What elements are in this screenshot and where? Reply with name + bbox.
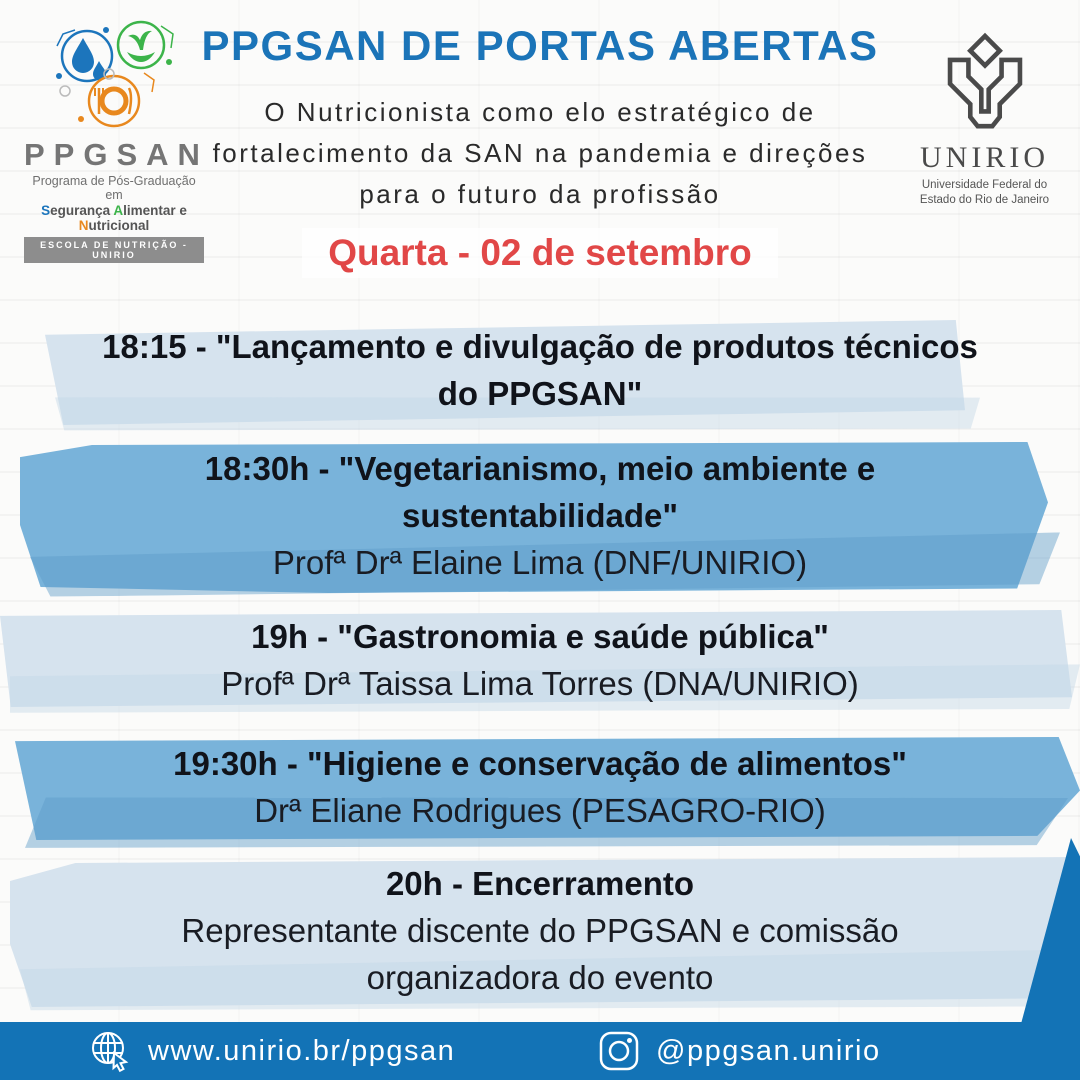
page-title: PPGSAN DE PORTAS ABERTAS bbox=[201, 22, 879, 69]
schedule-title: 20h - Encerramento bbox=[385, 865, 695, 902]
ppgsan-san-line: Segurança Alimentar e Nutricional bbox=[41, 203, 187, 233]
footer-website bbox=[88, 1022, 455, 1080]
unirio-subtitle: Universidade Federal do Estado do Rio de Janeiro bbox=[919, 179, 1050, 206]
schedule-speaker: Representante discente do PPGSAN e comissão organizadora do evento bbox=[181, 912, 899, 996]
schedule-title: 19h - "Gastronomia e saúde pública" bbox=[251, 618, 829, 655]
schedule-speaker: Profª Drª Taissa Lima Torres (DNA/UNIRIO) bbox=[221, 665, 859, 702]
schedule-item-20h bbox=[40, 857, 1040, 1007]
footer-bar bbox=[0, 1022, 1080, 1080]
header bbox=[180, 22, 900, 215]
unirio-emblem-icon bbox=[939, 32, 1031, 132]
schedule-item-1930 bbox=[40, 737, 1040, 840]
schedule-item-19h bbox=[40, 610, 1040, 707]
website-url[interactable]: www.unirio.br/ppgsan bbox=[148, 1034, 456, 1067]
schedule-speaker: Drª Eliane Rodrigues (PESAGRO-RIO) bbox=[254, 792, 826, 829]
ppgsan-acronym: PPGSAN bbox=[24, 137, 209, 172]
schedule-item-1815 bbox=[40, 320, 1040, 425]
schedule-title: 18:30h - "Vegetarianismo, meio ambiente e sustentabilidade" bbox=[204, 450, 876, 534]
schedule-title: 19:30h - "Higiene e conservação de alimentos" bbox=[173, 745, 907, 782]
unirio-name: UNIRIO bbox=[920, 141, 1049, 174]
schedule-title: 18:15 - "Lançamento e divulgação de produtos técnicos do PPGSAN" bbox=[102, 328, 978, 412]
ppgsan-logo bbox=[24, 18, 209, 263]
date-heading: Quarta - 02 de setembro bbox=[0, 228, 1080, 278]
ppgsan-school-banner: ESCOLA DE NUTRIÇÃO - UNIRIO bbox=[24, 237, 204, 263]
event-subtitle: O Nutricionista como elo estratégico de fortalecimento da SAN na pandemia e direções para o futuro da profissão bbox=[212, 97, 868, 209]
instagram-handle[interactable]: @ppgsan.unirio bbox=[656, 1034, 881, 1067]
schedule-speaker: Profª Drª Elaine Lima (DNF/UNIRIO) bbox=[272, 544, 808, 581]
ppgsan-logo-icon bbox=[44, 18, 184, 130]
schedule-item-1830 bbox=[40, 442, 1040, 593]
footer-instagram bbox=[598, 1022, 881, 1080]
ppgsan-program-line: Programa de Pós-Graduação em bbox=[32, 174, 196, 202]
instagram-icon bbox=[598, 1030, 640, 1072]
globe-cursor-icon bbox=[88, 1029, 132, 1073]
unirio-logo bbox=[907, 32, 1062, 208]
